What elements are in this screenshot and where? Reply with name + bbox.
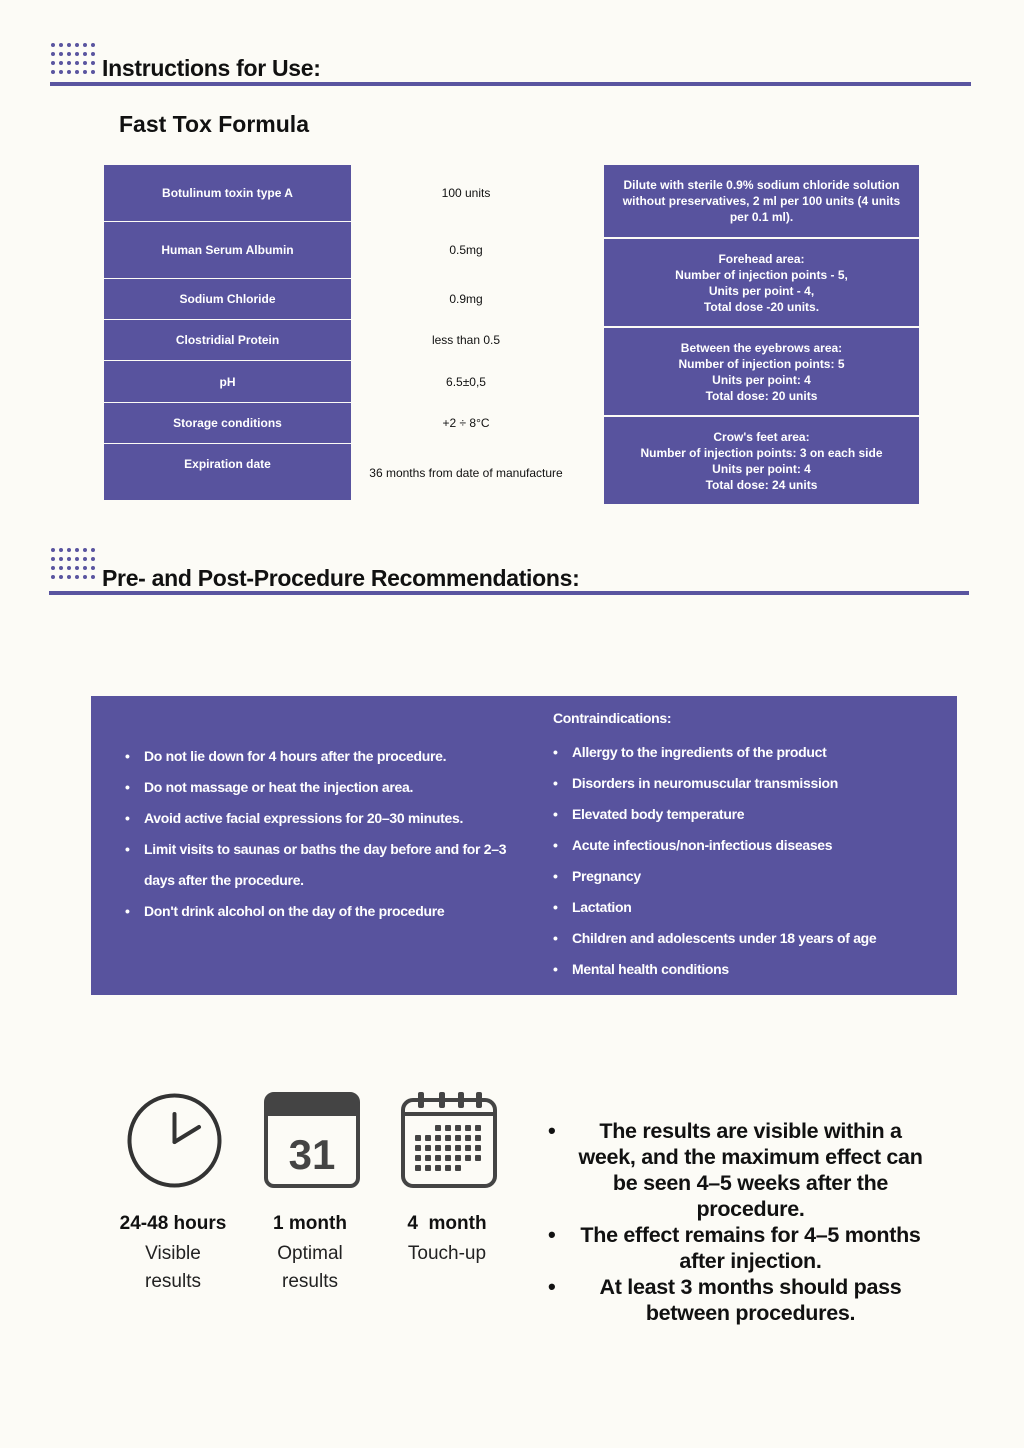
list-item: • Elevated body temperature [552,799,952,830]
timeline-label: Visible results [145,1243,201,1292]
recommendations-panel [91,696,957,995]
dosage-cell: Between the eyebrows area: Number of injection points: 5 Units per point: 4 Total dose: 20 units [604,328,919,415]
formula-value: +2 ÷ 8°C [442,416,490,430]
formula-value: less than 0.5 [431,333,501,347]
section-divider [50,82,971,86]
formula-value: 6.5±0,5 [446,374,486,389]
list-item: • Lactation [552,892,952,923]
calendar-31-icon [264,1092,360,1188]
calendar-day-number: 31 [288,1131,336,1178]
list-item: • At least 3 months should pass between procedures. [548,1274,923,1326]
timeline-label: Optimal results [277,1243,343,1292]
list-item: • The effect remains for 4–5 months after injection. [548,1222,923,1274]
formula-title: Fast Tox Formula [119,111,309,137]
list-item: • Mental health conditions [552,954,952,985]
list-item: • The results are visible within a week, and the maximum effect can be seen 4–5 weeks after the procedure. [548,1118,923,1222]
formula-value: 0.9mg [449,292,483,306]
section-divider [49,591,969,595]
list-item: • Disorders in neuromuscular transmission [552,768,952,799]
dots-decoration-icon [51,548,96,580]
dosage-cell: Forehead area: Number of injection points - 5, Units per point - 4, Total dose -20 units. [604,239,919,326]
list-item: • Limit visits to saunas or baths the day before and for 2–3 days after the procedure. [124,834,519,896]
formula-value: 0.5mg [449,243,483,257]
timeline-period: 24-48 hours [119,1213,227,1234]
contraindications-list [552,737,952,985]
contraindications-title: Contraindications: [553,710,672,726]
results-list [548,1118,923,1326]
formula-label: Human Serum Albumin [104,222,351,278]
timeline-period: 4 month [407,1213,487,1234]
dosage-cell: Dilute with sterile 0.9% sodium chloride solution without preservatives, 2 ml per 100 units (4 units per 0.1 ml). [604,165,919,237]
recommendation-list [124,741,519,927]
list-item: • Children and adolescents under 18 years of age [552,923,952,954]
clock-icon [126,1092,223,1189]
formula-value: 36 months from date of manufacture [369,466,563,480]
formula-label: Storage conditions [104,403,351,443]
calendar-grid-icon [401,1092,497,1188]
formula-label: Botulinum toxin type A [104,165,351,221]
timeline-period: 1 month [273,1213,347,1234]
list-item: • Allergy to the ingredients of the product [552,737,952,768]
list-item: • Pregnancy [552,861,952,892]
formula-label: Clostridial Protein [104,320,351,360]
list-item: • Do not lie down for 4 hours after the procedure. [124,741,519,772]
formula-label: Sodium Chloride [104,279,351,319]
dots-decoration-icon [51,43,96,75]
list-item: • Avoid active facial expressions for 20–30 minutes. [124,803,519,834]
list-item: • Don't drink alcohol on the day of the procedure [124,896,519,927]
formula-label: pH [104,361,351,402]
section-title-instructions: Instructions for Use: [102,55,321,81]
list-item: • Do not massage or heat the injection area. [124,772,519,803]
formula-label: Expiration date [104,444,351,500]
section-title-recommendations: Pre- and Post-Procedure Recommendations: [102,565,580,591]
timeline-label: Touch-up [407,1243,487,1264]
dosage-cell: Crow's feet area: Number of injection points: 3 on each side Units per point: 4 Total dose: 24 units [604,417,919,504]
list-item: • Acute infectious/non-infectious diseases [552,830,952,861]
formula-value: 100 units [441,186,491,200]
